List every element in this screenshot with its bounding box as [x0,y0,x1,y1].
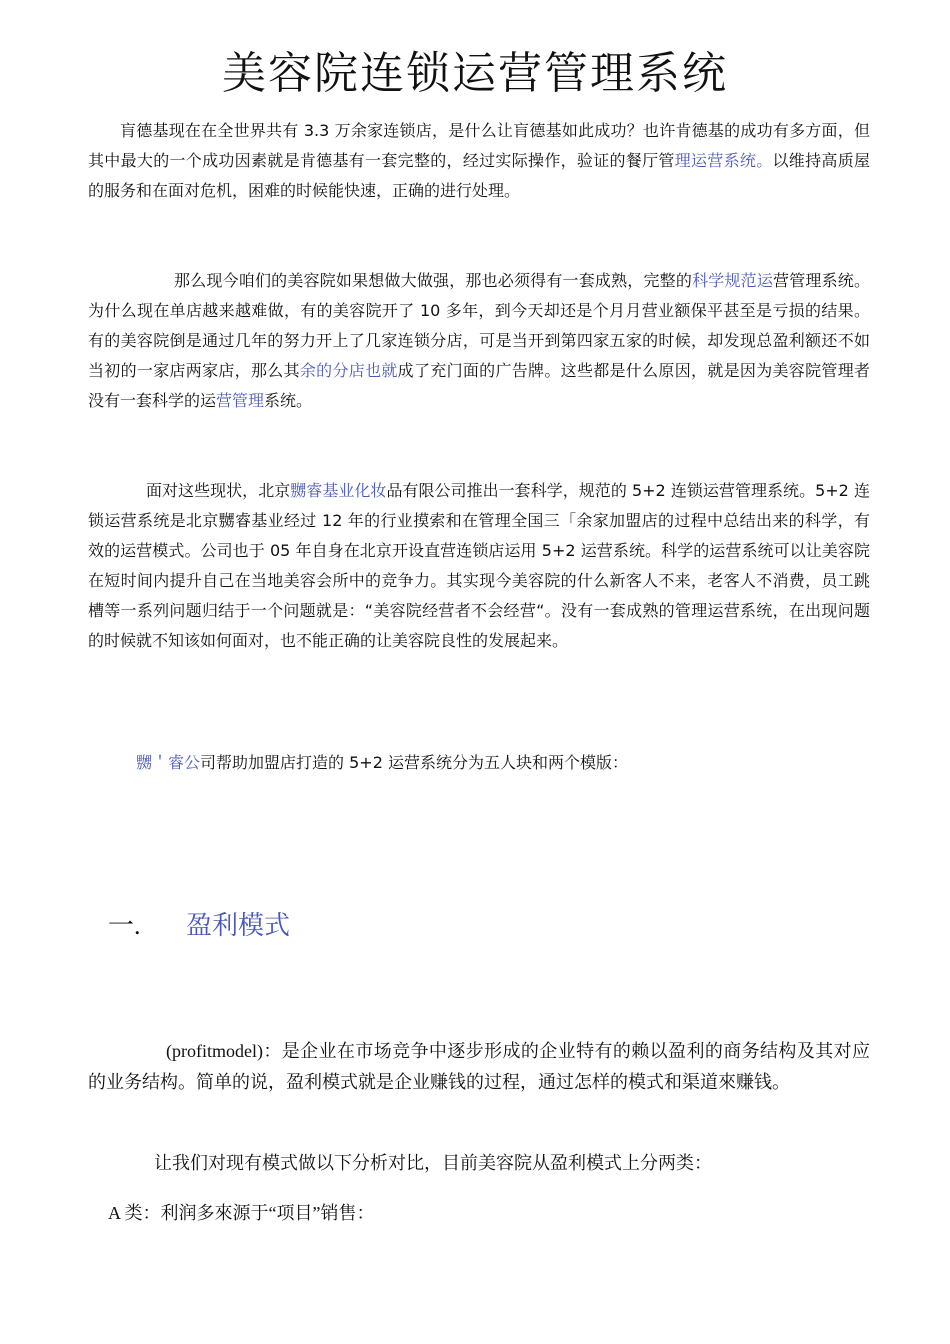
problem-text-1: 那么现今咱们的美容院如果想做大做强，那也必须得有一套成熟，完整的 [174,271,693,290]
solution-paragraph [88,476,870,656]
category-a-line: A 类：利润多來源于“项目”销售： [108,1203,375,1223]
system-overview-link[interactable]: 嬲＇睿公 [136,753,201,772]
problem-link-3[interactable]: 营管理 [216,391,265,410]
analysis-intro: 让我们对现有模式做以下分析对比，目前美容院从盈利模式上分两类： [154,1153,712,1173]
page-title: 美容院连锁运营管理系统 [222,48,728,99]
section-title[interactable]: 盈利模式 [186,911,291,940]
problem-link-1[interactable]: 科学规范运 [692,271,774,290]
intro-link[interactable]: 理运营系统。 [674,151,773,170]
section-number: 一. [108,911,141,940]
solution-text-1: 面对这些现状，北京 [146,481,291,500]
problem-link-2[interactable]: 余的分店也就 [299,361,398,380]
system-overview-text: 司帮助加盟店打造的 5+2 运营系统分为五人块和两个模版： [200,753,628,772]
problem-text-4: 系统。 [264,391,313,410]
intro-text-1: 肓德基现在在全世界共有 3.3 万余家连锁店，是什么让肓德基如此成功？也许肯德基的成功有多方面，但其中最大的一个成功因素就是肯德基有一套完整的，经过实际操作，验证的餐厅管 [88,121,870,170]
intro-paragraph [88,116,870,206]
problem-text-2: 营管理系统。为什么现在单店越来越难做，有的美容院开了 10 多年，到今天却还是个月月营业额保平甚至是亏损的结果。有的美容院倒是通过几年的努力开上了几家连锁分店，可是当开到第四家五家的时候，却发现总盈利额还不如当初的一家店两家店，那么其 [88,271,870,380]
intro-text-2: 以维持高质屋的服务和在面对危机，困难的时候能快速，正确的进行处理。 [88,151,870,200]
solution-link[interactable]: 嬲睿基业化妆 [290,481,387,500]
solution-text-2: 品有限公司推出一套科学，规范的 5+2 连锁运营管理系统。5+2 连锁运营系统是北京嬲睿基业经过 12 年的行业摸索和在管理全国三「余家加盟店的过程中总结出来的科学，有效的运营模式。公司也于 05 年自身在北京开设直营连锁店运用 5+2 运营系统。科学的运营系统可以让美容院在短时间内提升自己在当地美容会所中的竞争力。其实现今美容院的什么新客人不来，老客人不消费，员工跳槽等一系列问题归结于一个问题就是：“美容院经营者不会经营“。没有一套成熟的管理运营系统，在出现问题的时候就不知该如何面对，也不能正确的让美容院良性的发展起来。 [88,481,870,650]
system-overview-paragraph [88,748,870,778]
problem-paragraph [88,266,870,416]
section-heading-profit-model [108,906,290,946]
profit-model-definition: (profitmodel)：是企业在市场竞争中逐步形成的企业特有的赖以盈利的商务结构及其对应的业务结构。简单的说，盈利模式就是企业赚钱的过程，通过怎样的模式和渠道來赚钱。 [88,1041,870,1092]
problem-text-3: 成了充门面的广告牌。这些都是什么原因，就是因为美容院管理者没有一套科学的运 [88,361,870,410]
